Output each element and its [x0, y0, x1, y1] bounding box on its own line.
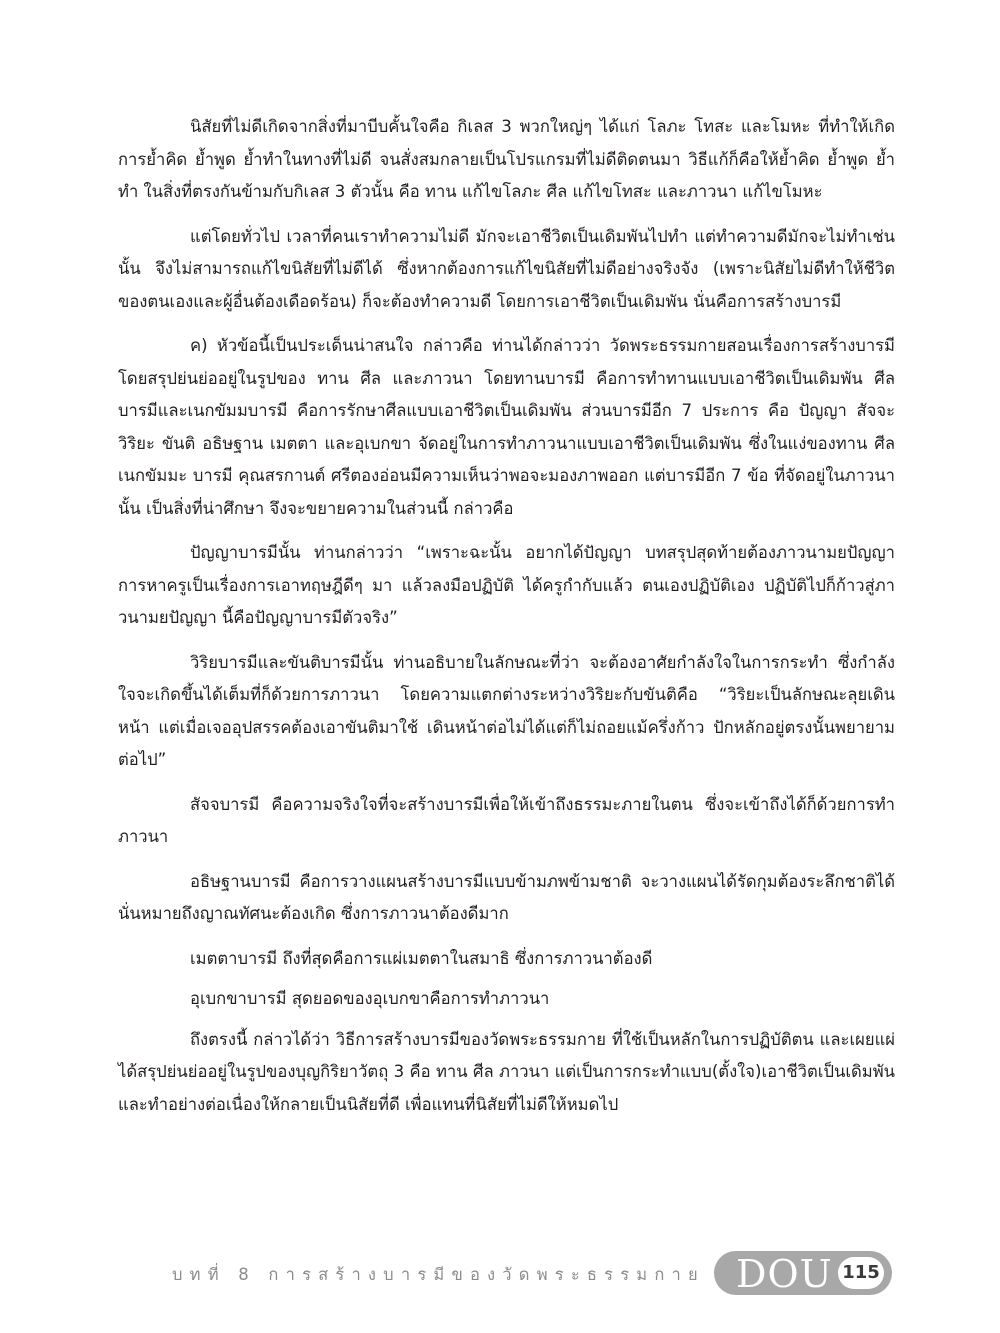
body-paragraph: ปัญญาบารมีนั้น ท่านกล่าวว่า “เพราะฉะนั้น อยากได้ปัญญา บทสรุปสุดท้ายต้องภาวนามยปัญญา การหาครูเป็นเรื่องการเอาทฤษฎีดีๆ มา แล้วลงมือปฏิบัติ ได้ครูกำกับแล้ว ตนเองปฏิบัติเอง ปฏิบัติไปก็ก้าวสู่ภาวนามยปัญญา นี้คือปัญญาบารมีตัวจริง” — [118, 543, 895, 627]
brand-logo: DOU — [736, 1252, 833, 1296]
body-paragraph: ถึงตรงนี้ กล่าวได้ว่า วิธีการสร้างบารมีของวัดพระธรรมกาย ที่ใช้เป็นหลักในการปฏิบัติตน และเผยแผ่ ได้สรุปย่นย่ออยู่ในรูปของบุญกิริยาวัตถุ 3 คือ ทาน ศีล ภาวนา แต่เป็นการกระทำแบบ(ตั้งใจ)เอาชีวิตเป็นเดิมพัน และทำอย่างต่อเนื่องให้กลายเป็นนิสัยที่ดี เพื่อแทนที่นิสัยที่ไม่ดีให้หมดไป — [118, 1029, 895, 1114]
page-body — [118, 111, 895, 1133]
body-paragraph: อธิษฐานบารมี คือการวางแผนสร้างบารมีแบบข้ามภพข้ามชาติ จะวางแผนได้รัดกุมต้องระลึกชาติได้ นั่นหมายถึงญาณทัศนะต้องเกิด ซึ่งการภาวนาต้องดีมาก — [118, 871, 895, 923]
body-paragraph: ค) หัวข้อนี้เป็นประเด็นน่าสนใจ กล่าวคือ ท่านได้กล่าวว่า วัดพระธรรมกายสอนเรื่องการสร้างบารมีโดยสรุปย่นย่ออยู่ในรูปของ ทาน ศีล และภาวนา โดยทานบารมี คือการทำทานแบบเอาชีวิตเป็นเดิมพัน ศีลบารมีและเนกขัมมบารมี คือการรักษาศีลแบบเอาชีวิตเป็นเดิมพัน ส่วนบารมีอีก 7 ประการ คือ ปัญญา สัจจะ วิริยะ ขันติ อธิษฐาน เมตตา และอุเบกขา จัดอยู่ในการทำภาวนาแบบเอาชีวิตเป็นเดิมพัน ซึ่งในแง่ของทาน ศีล เนกขัมมะ บารมี คุณสรกานต์ ศรีตองอ่อนมีความเห็นว่าพอจะมองภาพออก แต่บารมีอีก 7 ข้อ ที่จัดอยู่ในภาวนานั้น เป็นสิ่งที่น่าศึกษา จึงจะขยายความในส่วนนี้ กล่าวคือ — [118, 336, 895, 518]
body-paragraph: แต่โดยทั่วไป เวลาที่คนเราทำความไม่ดี มักจะเอาชีวิตเป็นเดิมพันไปทำ แต่ทำความดีมักจะไม่ทำเช่นนั้น จึงไม่สามารถแก้ไขนิสัยที่ไม่ดีได้ ซึ่งหากต้องการแก้ไขนิสัยที่ไม่ดีอย่างจริงจัง (เพราะนิสัยไม่ดีทำให้ชีวิตของตนเองและผู้อื่นต้องเดือดร้อน) ก็จะต้องทำความดี โดยการเอาชีวิตเป็นเดิมพัน นั่นคือการสร้างบารมี — [118, 226, 895, 311]
body-paragraph: วิริยบารมีและขันติบารมีนั้น ท่านอธิบายในลักษณะที่ว่า จะต้องอาศัยกำลังใจในการกระทำ ซึ่งกำลังใจจะเกิดขึ้นได้เต็มที่ก็ด้วยการภาวนา โดยความแตกต่างระหว่างวิริยะกับขันติคือ “วิริยะเป็นลักษณะลุยเดินหน้า แต่เมื่อเจออุปสรรคต้องเอาขันติมาใช้ เดินหน้าต่อไม่ได้แต่ก็ไม่ถอยแม้ครึ่งก้าว ปักหลักอยู่ตรงนั้นพยายามต่อไป” — [118, 652, 895, 769]
body-paragraph: เมตตาบารมี ถึงที่สุดคือการแผ่เมตตาในสมาธิ ซึ่งการภาวนาต้องดี — [190, 948, 653, 968]
body-paragraph: สัจจบารมี คือความจริงใจที่จะสร้างบารมีเพื่อให้เข้าถึงธรรมะภายในตน ซึ่งจะเข้าถึงได้ก็ด้วยการทำภาวนา — [118, 794, 895, 846]
body-paragraph: นิสัยที่ไม่ดีเกิดจากสิ่งที่มาบีบคั้นใจคือ กิเลส 3 พวกใหญ่ๆ ได้แก่ โลภะ โทสะ และโมหะ ที่ทำให้เกิดการย้ำคิด ย้ำพูด ย้ำทำในทางที่ไม่ดี จนสั่งสมกลายเป็นโปรแกรมที่ไม่ดีติดตนมา วิธีแก้ก็คือให้ย้ำคิด ย้ำพูด ย้ำทำ ในสิ่งที่ตรงกันข้ามกับกิเลส 3 ตัวนั้น คือ ทาน แก้ไขโลภะ ศีล แก้ไขโทสะ และภาวนา แก้ไขโมหะ — [118, 117, 895, 201]
page-number: 115 — [838, 1257, 884, 1289]
page-footer — [0, 1248, 1000, 1308]
page-badge — [714, 1251, 892, 1295]
body-paragraph: อุเบกขาบารมี สุดยอดของอุเบกขาคือการทำภาวนา — [190, 989, 550, 1008]
chapter-title: บทที่ 8 การสร้างบารมีของวัดพระธรรมกาย — [172, 1265, 705, 1284]
